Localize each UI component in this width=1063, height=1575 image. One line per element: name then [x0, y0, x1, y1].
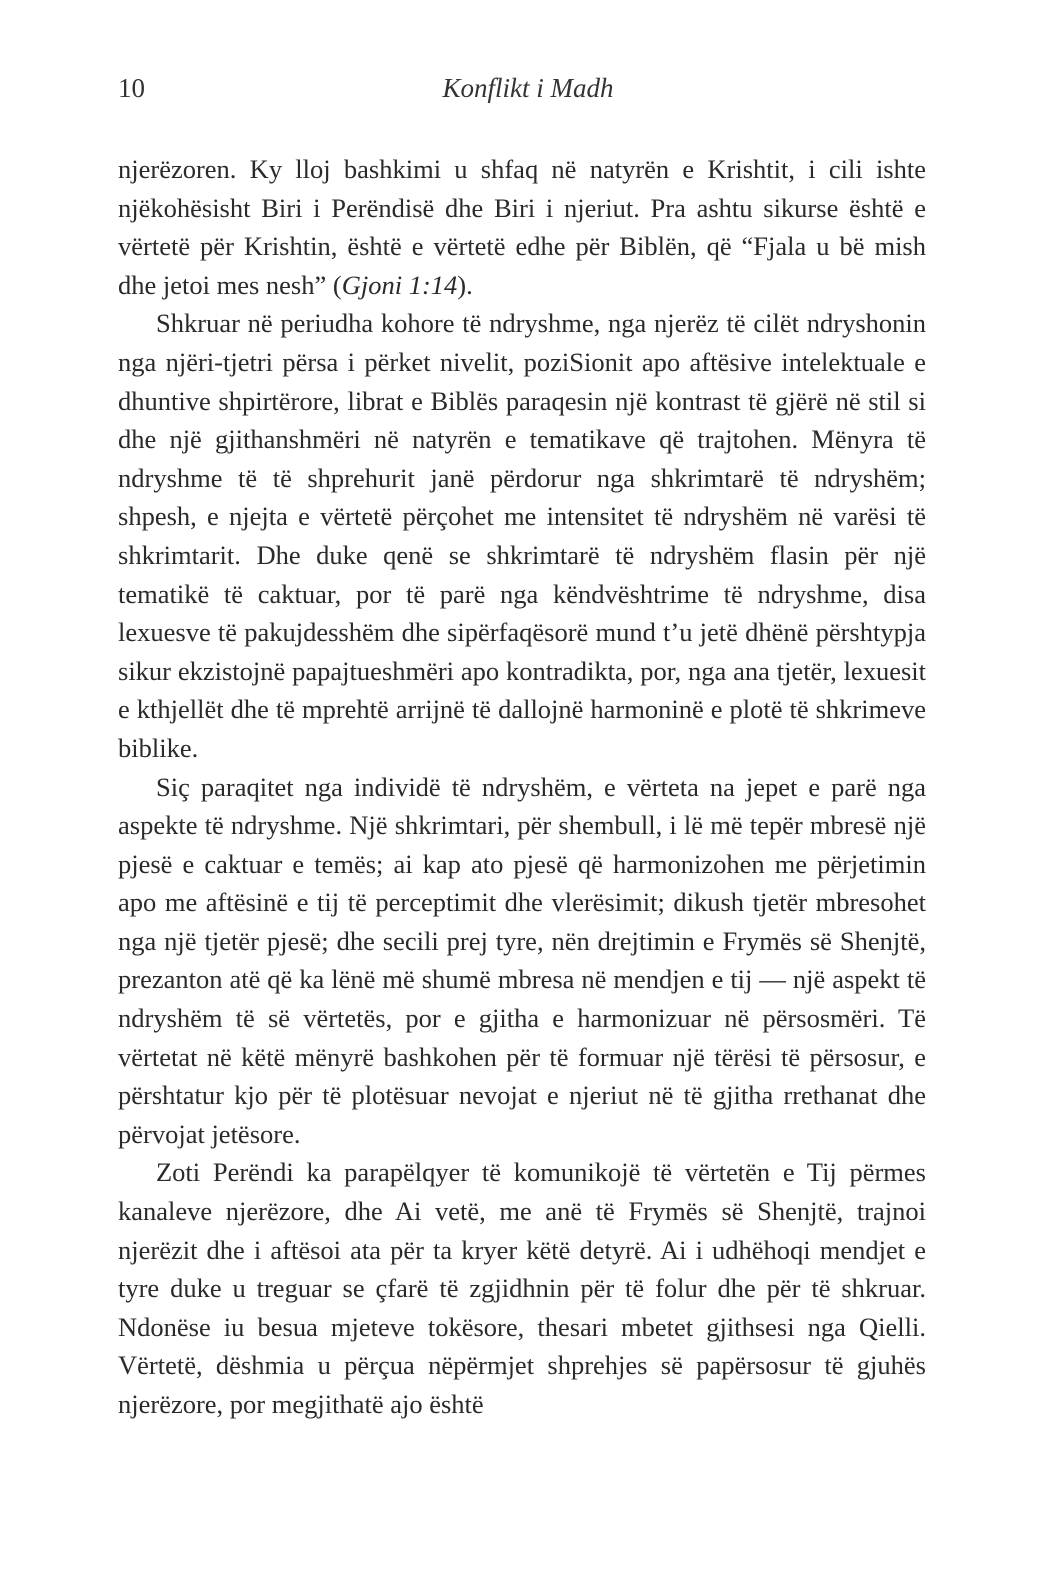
paragraph: Zoti Perëndi ka parapëlqyer të komunikojë të vërtetën e Tij përmes kanaleve njerëzore, dhe Ai vetë, me anë të Frymës së Shenjtë, trajnoi njerëzit dhe i aftësoi ata për ta kryer këtë detyrë. Ai i udhëhoqi mendjet e tyre duke u treguar se çfarë të zgjidhnin për të folur dhe për të shkruar. Ndonëse iu besua mjeteve tokësore, thesari mbetet gjithsesi nga Qielli. Vërtetë, dëshmia u përçua nëpërmjet shprehjes së papërsosur të gjuhës njerëzore, por megjithatë ajo është — [118, 1157, 926, 1419]
running-title: Konflikt i Madh — [442, 73, 614, 103]
body-text — [118, 150, 926, 1424]
running-header — [118, 68, 926, 108]
page-number: 10 — [118, 73, 145, 103]
paragraph: Siç paraqitet nga individë të ndryshëm, e vërteta na jepet e parë nga aspekte të ndryshme. Një shkrimtari, për shembull, i lë më tepër mbresë një pjesë e caktuar e temës; ai kap ato pjesë që harmonizohen me përjetimin apo me aftësinë e tij të perceptimit dhe vlerësimit; dikush tjetër mbresohet nga një tjetër pjesë; dhe secili prej tyre, nën drejtimin e Frymës së Shenjtë, prezanton atë që ka lënë më shumë mbresa në mendjen e tij — një aspekt të ndryshëm të së vërtetës, por e gjitha e harmonizuar në përsosmëri. Të vërtetat në këtë mënyrë bashkohen për të formuar një tërësi të përsosur, e përshtatur kjo për të plotësuar nevojat e njeriut në të gjitha rrethanat dhe përvojat jetësore. — [118, 771, 926, 1149]
scripture-reference: Gjoni 1:14 — [341, 269, 458, 300]
paragraph-text: njerëzoren. Ky lloj bashkimi u shfaq në natyrën e Krishtit, i cili ishte njëkohësisht Biri i Perëndisë dhe Biri i njeriut. Pra ashtu sikurse është e vërtetë për Krishtin, është e vërtetë edhe për Biblën, që “Fjala u bë mish dhe jetoi mes nesh” ( — [118, 154, 926, 300]
paragraph-text-end: ). — [457, 269, 473, 300]
paragraph-continued — [118, 150, 926, 304]
paragraph: Shkruar në periudha kohore të ndryshme, nga njerëz të cilët ndryshonin nga njëri-tjetri përsa i përket nivelit, poziSionit apo aftësive intelektuale e dhuntive shpirtërore, librat e Biblës paraqesin një kontrast të gjërë në stil si dhe një gjithanshmëri në natyrën e tematikave që trajtohen. Mënyra të ndryshme të të shprehurit janë përdorur nga shkrimtarë të ndryshëm; shpesh, e njejta e vërtetë përçohet me intensitet të ndryshëm në varësi të shkrimtarit. Dhe duke qenë se shkrimtarë të ndryshëm flasin për një tematikë të caktuar, por të parë nga këndvështrime të ndryshme, disa lexuesve të pakujdesshëm dhe sipërfaqësorë mund t’u jetë dhënë përshtypja sikur ekzistojnë papajtueshmëri apo kontradikta, por, nga ana tjetër, lexuesit e kthjellët dhe të mprehtë arrijnë të dallojnë harmoninë e plotë të shkrimeve biblike. — [118, 308, 926, 763]
